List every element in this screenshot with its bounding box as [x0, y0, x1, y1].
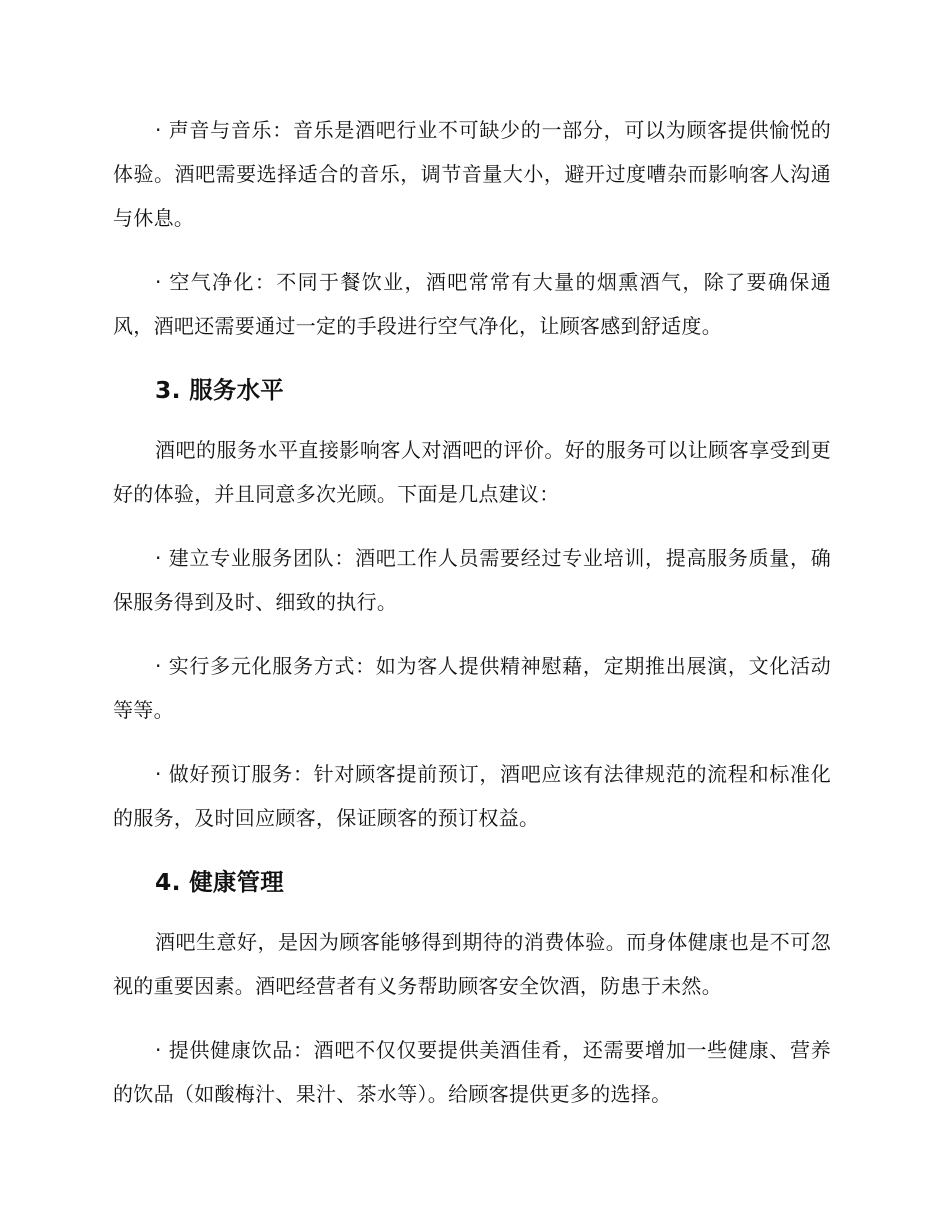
heading-service-level: 3. 服务水平 — [155, 376, 284, 404]
bullet-healthy-drinks: · 提供健康饮品：酒吧不仅仅要提供美酒佳肴，还需要增加一些健康、营养的饮品（如酸梅汁、果汁、茶水等）。给顾客提供更多的选择。 — [113, 1038, 831, 1106]
document-page — [113, 108, 831, 1136]
bullet-reservation-service: · 做好预订服务：针对顾客提前预订，酒吧应该有法律规范的流程和标准化的服务，及时回应顾客，保证顾客的预订权益。 — [113, 762, 831, 830]
heading-health-management: 4. 健康管理 — [155, 868, 284, 896]
bullet-sound-music: · 声音与音乐：音乐是酒吧行业不可缺少的一部分，可以为顾客提供愉悦的体验。酒吧需要选择适合的音乐，调节音量大小，避开过度嘈杂而影响客人沟通与休息。 — [113, 118, 831, 230]
bullet-air-purification: · 空气净化：不同于餐饮业，酒吧常常有大量的烟熏酒气，除了要确保通风，酒吧还需要通过一定的手段进行空气净化，让顾客感到舒适度。 — [113, 270, 831, 338]
bullet-professional-team: · 建立专业服务团队：酒吧工作人员需要经过专业培训，提高服务质量，确保服务得到及时、细致的执行。 — [113, 546, 831, 614]
para-service-intro: 酒吧的服务水平直接影响客人对酒吧的评价。好的服务可以让顾客享受到更好的体验，并且同意多次光顾。下面是几点建议： — [113, 438, 831, 506]
bullet-diversified-service: · 实行多元化服务方式：如为客人提供精神慰藉，定期推出展演，文化活动等等。 — [113, 654, 831, 722]
para-health-intro: 酒吧生意好，是因为顾客能够得到期待的消费体验。而身体健康也是不可忽视的重要因素。酒吧经营者有义务帮助顾客安全饮酒，防患于未然。 — [113, 930, 831, 998]
